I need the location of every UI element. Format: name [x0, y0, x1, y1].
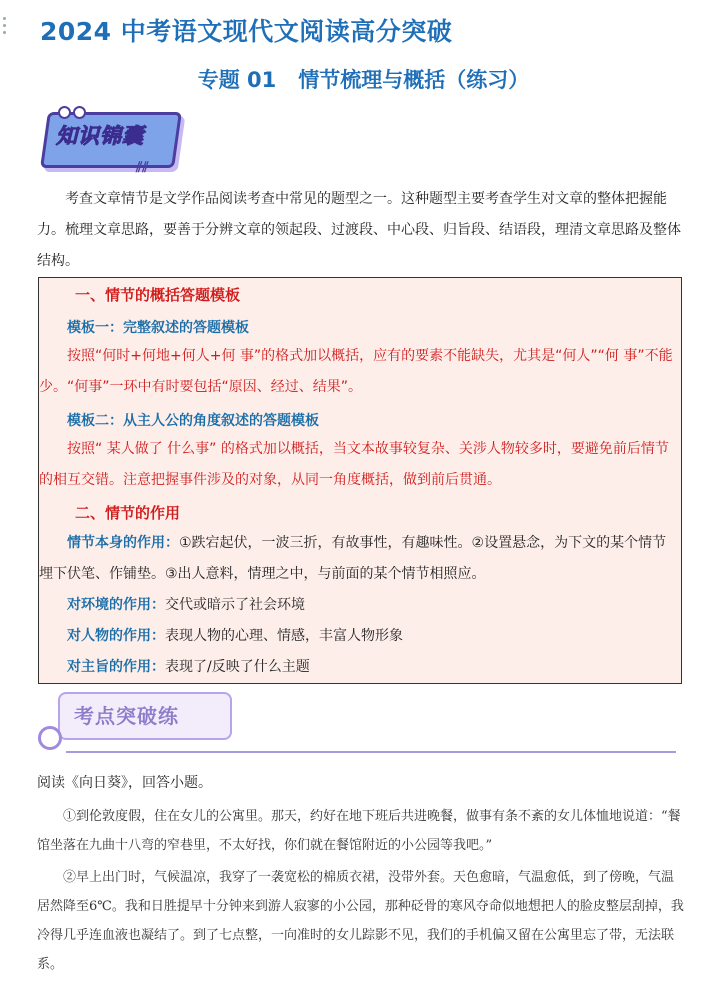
knowledge-badge — [40, 100, 180, 180]
function-self-label: 情节本身的作用： — [67, 535, 179, 551]
topic-name: 情节梳理与概括（练习） — [298, 68, 530, 92]
template-one-body: 按照“何时+何地+何人+何 事”的格式加以概括，应有的要素不能缺失，尤其是“何人”“何 事”不能少。“何事”一环中有时要包括“原因、经过、结果”。 — [39, 348, 673, 395]
function-character-row — [67, 621, 681, 652]
document-title: 2024 中考语文现代文阅读高分突破 — [40, 17, 453, 46]
function-theme-label: 对主旨的作用： — [67, 659, 165, 675]
magnifier-icon — [38, 726, 62, 750]
template-one-title: 模板一：完整叙述的答题模板 — [67, 320, 249, 336]
reading-instruction: 阅读《向日葵》，回答小题。 — [37, 775, 212, 791]
function-character-text: 表现人物的心理、情感，丰富人物形象 — [165, 628, 403, 644]
function-self-row — [39, 528, 681, 590]
function-character-label: 对人物的作用： — [67, 628, 165, 644]
function-environment-label: 对环境的作用： — [67, 597, 165, 613]
section-divider — [66, 751, 676, 753]
function-theme-text: 表现了/反映了什么主题 — [165, 659, 310, 675]
topic-subtitle — [0, 64, 727, 94]
drag-handle[interactable] — [2, 17, 8, 37]
function-environment-text: 交代或暗示了社会环境 — [165, 597, 305, 613]
passage-paragraph-1: ①到伦敦度假，住在女儿的公寓里。那天，约好在地下班后共进晚餐，做事有条不紊的女儿体恤地说道：“餐馆坐落在九曲十八弯的窄巷里，不太好找，你们就在餐馆附近的小公园等我吧。” — [37, 809, 681, 853]
function-theme-row — [67, 652, 681, 683]
section-heading-function: 二、情节的作用 — [75, 504, 181, 522]
badge-tail-decoration: ⫽⫽ — [136, 160, 149, 176]
function-environment-row — [67, 590, 681, 621]
knowledge-box — [38, 277, 682, 684]
passage-paragraph-2: ②早上出门时，气候温凉，我穿了一袭宽松的棉质衣裙，没带外套。天色愈暗，气温愈低，到了傍晚，气温居然降至6℃。我和日胜提早十分钟来到游人寂寥的小公园，那种砭骨的寒风夺命似地想把人的脸皮整层刮掉，我冷得几乎连血液也凝结了。到了七点整，一向准时的女儿踪影不见，我们的手机偏又留在公寓里忘了带，无法联系。 — [37, 870, 684, 972]
template-two-body: 按照“ 某人做了 什么事” 的格式加以概括，当文本故事较复杂、关涉人物较多时，要避免前后情节的相互交错。注意把握事件涉及的对象，从同一角度概括，做到前后贯通。 — [39, 441, 669, 488]
knowledge-badge-label: 知识锦囊 — [56, 124, 144, 148]
practice-badge-label: 考点突破练 — [74, 704, 179, 728]
practice-badge — [38, 690, 678, 760]
section-heading-summary: 一、情节的概括答题模板 — [75, 286, 241, 304]
intro-paragraph: 考查文章情节是文学作品阅读考查中常见的题型之一。这种题型主要考查学生对文章的整体把握能力。梳理文章思路，要善于分辨文章的领起段、过渡段、中心段、归旨段、结语段，理清文章思路及整体结构。 — [37, 191, 681, 269]
template-two-title: 模板二：从主人公的角度叙述的答题模板 — [67, 413, 319, 429]
function-self-text: ①跌宕起伏，一波三折，有故事性，有趣味性。②设置悬念，为下文的某个情节埋下伏笔、作铺垫。③出人意料，情理之中，与前面的某个情节相照应。 — [39, 535, 667, 582]
topic-number: 专题 01 — [197, 68, 277, 92]
